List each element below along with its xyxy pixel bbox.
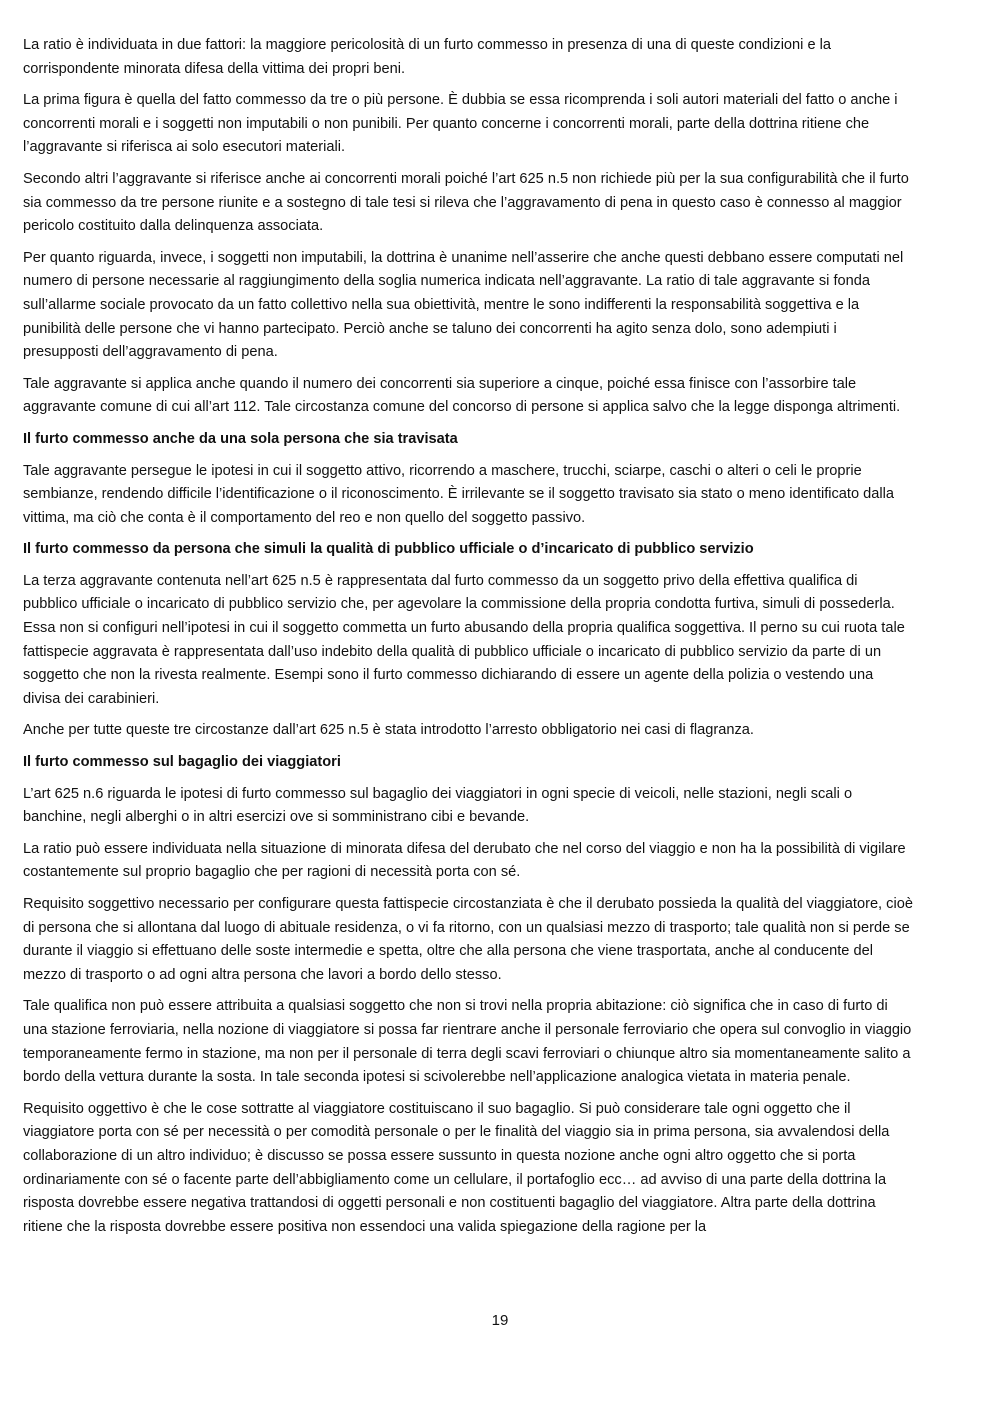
section-heading: Il furto commesso anche da una sola persona che sia travisata: [23, 430, 458, 447]
paragraph: La ratio può essere individuata nella situazione di minorata difesa del derubato che nel corso del viaggio e non ha la possibilità di vigilare costantemente sul proprio bagaglio che per ragioni di necessità porta con sé.: [23, 840, 906, 881]
paragraph: Requisito oggettivo è che le cose sottratte al viaggiatore costituiscano il suo bagaglio. Si può considerare tale ogni oggetto che il viaggiatore porta con sé per necessità o per comodità personale o per le finalità del viaggio sia in prima persona, sia avvalendosi della collaborazione di un altro individuo; è discusso se possa essere sussunto in questa nozione anche ogni altro oggetto che si porta ordinariamente con sé o facente parte dell’abbigliamento come un cellulare, il portafoglio ecc… ad avviso di una parte della dottrina la risposta dovrebbe essere negativa trattandosi di oggetti personali e non costituenti bagaglio del viaggiatore. Altra parte della dottrina ritiene che la risposta dovrebbe essere positiva non essendoci una valida spiegazione della ragione per la: [23, 1100, 890, 1235]
document-page: [23, 34, 913, 1247]
paragraph: Tale qualifica non può essere attribuita a qualsiasi soggetto che non si trovi nella propria abitazione: ciò significa che in caso di furto di una stazione ferroviaria, nella nozione di viaggiatore si possa far rientrare anche il personale ferroviario che opera sul convoglio in viaggio temporaneamente fermo in stazione, ma non per il personale di terra degli scavi ferroviari o chiunque altro sia momentaneamente salito a bordo della vettura durante la sosta. In tale seconda ipotesi si scivolerebbe nell’applicazione analogica vietata in materia penale.: [23, 998, 912, 1086]
paragraph: Tale aggravante si applica anche quando il numero dei concorrenti sia superiore a cinque, poiché essa finisce con l’assorbire tale aggravante comune di cui all’art 112. Tale circostanza comune del concorso di persone si applica salvo che la legge disponga altrimenti.: [23, 375, 901, 416]
paragraph: Secondo altri l’aggravante si riferisce anche ai concorrenti morali poiché l’art 625 n.5 non richiede più per la sua configurabilità che il furto sia commesso da tre persone riunite e a sostegno di tale tesi si rileva che l’aggravamento di pena in questo caso è connesso al maggior pericolo costituito dalla delinquenza associata.: [23, 170, 909, 235]
section-heading: Il furto commesso sul bagaglio dei viaggiatori: [23, 754, 341, 771]
paragraph: La prima figura è quella del fatto commesso da tre o più persone. È dubbia se essa ricomprenda i soli autori materiali del fatto o anche i concorrenti morali e i soggetti non imputabili o non punibili. Per quanto concerne i concorrenti morali, parte della dottrina ritiene che l’aggravante si riferisca ai solo esecutori materiali.: [23, 92, 898, 156]
paragraph: La terza aggravante contenuta nell’art 625 n.5 è rappresentata dal furto commesso da un soggetto privo della effettiva qualifica di pubblico ufficiale o incaricato di pubblico servizio che, per agevolare la commissione della propria condotta furtiva, simuli di possederla. Essa non si configuri nell’ipotesi in cui il soggetto commetta un furto abusando della propria qualifica soggettiva. Il perno su cui ruota tale fattispecie aggravata è rappresentata dall’uso indebito della qualità di pubblico ufficiale o incaricato di pubblico servizio da parte di un soggetto che non la rivesta realmente. Esempi sono il furto commesso dichiarando di essere un agente della polizia o vestendo una divisa dei carabinieri.: [23, 572, 905, 707]
paragraph: Tale aggravante persegue le ipotesi in cui il soggetto attivo, ricorrendo a maschere, trucchi, sciarpe, caschi o alteri o celi le proprie sembianze, rendendo difficile l’identificazione o il riconoscimento. È irrilevante se il soggetto travisato sia stato o meno identificato dalla vittima, ma ciò che conta è il comportamento del reo e non quello del soggetto passivo.: [23, 462, 894, 526]
paragraph: Anche per tutte queste tre circostanze dall’art 625 n.5 è stata introdotto l’arresto obbligatorio nei casi di flagranza.: [23, 722, 754, 739]
paragraph: Per quanto riguarda, invece, i soggetti non imputabili, la dottrina è unanime nell’asserire che anche questi debbano essere computati nel numero di persone necessarie al raggiungimento della soglia numerica indicata nell’aggravante. La ratio di tale aggravante si fonda sull’allarme sociale provocato da un fatto collettivo nella sua obiettività, mentre le sono indifferenti la responsabilità soggettiva e la punibilità delle persone che vi hanno partecipato. Perciò anche se taluno dei concorrenti ha agito senza dolo, sono adempiuti i presupposti dell’aggravamento di pena.: [23, 249, 904, 361]
page-number: 19: [491, 1312, 509, 1329]
paragraph: La ratio è individuata in due fattori: la maggiore pericolosità di un furto commesso in presenza di una di queste condizioni e la corrispondente minorata difesa della vittima dei propri beni.: [23, 37, 831, 77]
section-heading: Il furto commesso da persona che simuli la qualità di pubblico ufficiale o d’incaricato di pubblico servizio: [23, 541, 754, 558]
paragraph: L’art 625 n.6 riguarda le ipotesi di furto commesso sul bagaglio dei viaggiatori in ogni specie di veicoli, nelle stazioni, negli scali o banchine, negli alberghi o in altri esercizi ove si somministrano cibi e bevande.: [23, 785, 853, 826]
paragraph: Requisito soggettivo necessario per configurare questa fattispecie circostanziata è che il derubato possieda la qualità del viaggiatore, cioè di persona che si allontana dal luogo di abituale residenza, o vi fa ritorno, con un qualsiasi mezzo di trasporto; tale qualità non si perde se durante il viaggio si effettuano delle soste intermedie e spetta, oltre che alla persona che viene trasportata, anche al conducente del mezzo di trasporto o ad ogni altra persona che lavori a bordo dello stesso.: [23, 896, 913, 983]
